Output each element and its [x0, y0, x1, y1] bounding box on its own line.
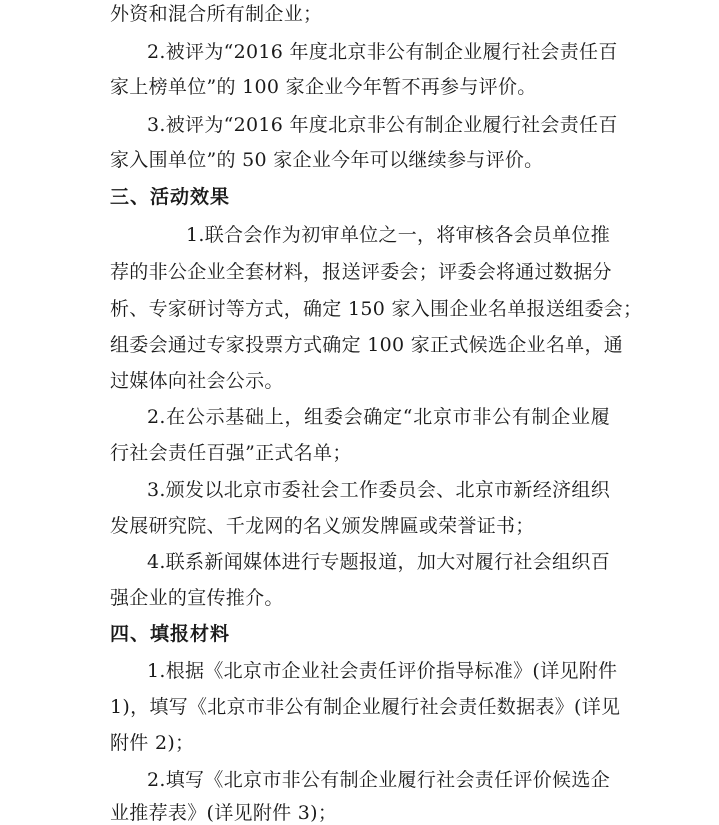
list-item-line: 4.联系新闻媒体进行专题报道，加大对履行社会组织百 [147, 551, 610, 573]
section-heading: 三、活动效果 [110, 186, 231, 208]
paragraph-line: 析、专家研讨等方式，确定 150 家入围企业名单报送组委会； [110, 298, 643, 320]
list-item-line: 发展研究院、千龙网的名义颁发牌匾或荣誉证书； [110, 515, 535, 537]
list-item-line: 家上榜单位”的 100 家企业今年暂不再参与评价。 [110, 76, 537, 98]
list-item-line: 1)，填写《北京市非公有制企业履行社会责任数据表》(详见 [110, 696, 621, 718]
list-item-line: 附件 2)； [110, 732, 195, 754]
paragraph-line: 组委会通过专家投票方式确定 100 家正式候选企业名单，通 [110, 334, 624, 356]
list-item-line: 业推荐表》(详见附件 3)； [110, 802, 338, 824]
list-item-line: 1.根据《北京市企业社会责任评价指导标准》(详见附件 [147, 660, 618, 682]
section-heading: 四、填报材料 [110, 623, 231, 645]
paragraph-line: 荐的非公企业全套材料，报送评委会；评委会将通过数据分 [110, 261, 612, 283]
list-item-line: 2.在公示基础上，组委会确定“北京市非公有制企业履 [147, 406, 610, 428]
list-item-line: 3.颁发以北京市委社会工作委员会、北京市新经济组织 [147, 479, 610, 501]
paragraph-line: 外资和混合所有制企业； [110, 3, 323, 25]
list-item-line: 3.被评为“2016 年度北京非公有制企业履行社会责任百 [147, 114, 618, 136]
list-item-line: 2.填写《北京市非公有制企业履行社会责任评价候选企 [147, 769, 610, 791]
list-item-line: 家入围单位”的 50 家企业今年可以继续参与评价。 [110, 149, 544, 171]
list-item-line: 行社会责任百强”正式名单； [110, 442, 352, 464]
list-item-line: 强企业的宣传推介。 [110, 587, 284, 609]
paragraph-line: 过媒体向社会公示。 [110, 370, 284, 392]
list-item-line: 2.被评为“2016 年度北京非公有制企业履行社会责任百 [147, 41, 618, 63]
list-item-line: 1.联合会作为初审单位之一，将审核各会员单位推 [186, 224, 611, 246]
